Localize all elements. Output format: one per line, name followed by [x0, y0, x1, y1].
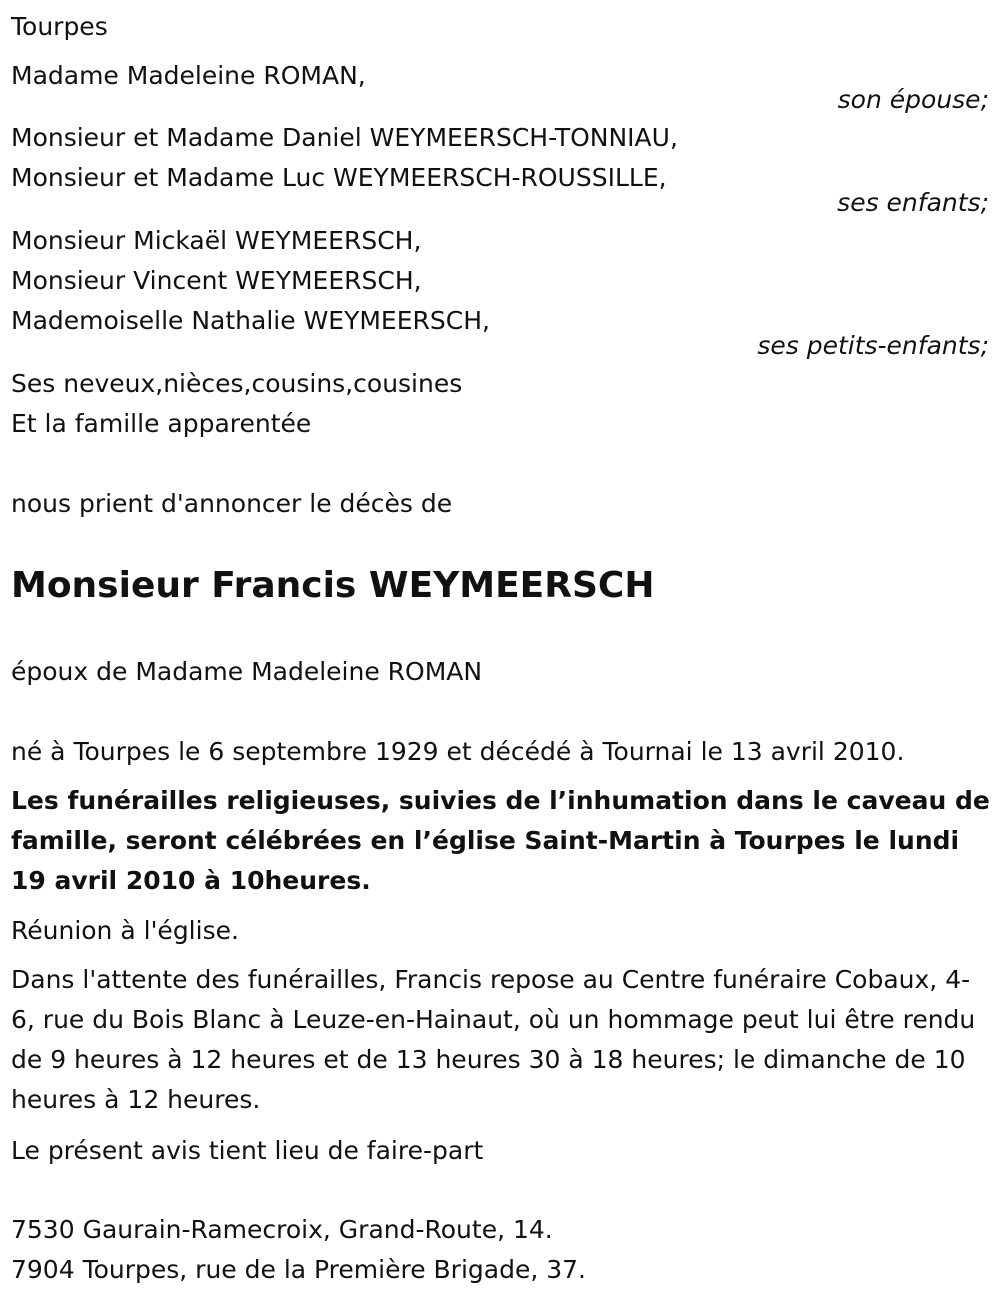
- address-line: 7904 Tourpes, rue de la Première Brigade, 37.: [11, 1255, 586, 1284]
- children-relation: ses enfants;: [837, 188, 989, 217]
- spouse-of-text: époux de Madame Madeleine ROMAN: [11, 657, 483, 686]
- extended-family-line: Et la famille apparentée: [11, 409, 312, 438]
- deceased-name: Monsieur Francis WEYMEERSCH: [11, 565, 655, 606]
- address-line: 7530 Gaurain-Ramecroix, Grand-Route, 14.: [11, 1215, 553, 1244]
- spouse-relation: son épouse;: [837, 85, 989, 114]
- grandchild-name: Monsieur Vincent WEYMEERSCH,: [11, 266, 422, 295]
- spouse-name: Madame Madeleine ROMAN,: [11, 61, 366, 90]
- grandchild-name: Monsieur Mickaël WEYMEERSCH,: [11, 226, 422, 255]
- grandchild-name: Mademoiselle Nathalie WEYMEERSCH,: [11, 306, 490, 335]
- birth-death-text: né à Tourpes le 6 septembre 1929 et décédé à Tournai le 13 avril 2010.: [11, 737, 905, 766]
- meeting-text: Réunion à l'église.: [11, 916, 239, 945]
- child-name: Monsieur et Madame Daniel WEYMEERSCH-TONNIAU,: [11, 123, 678, 152]
- extended-family-line: Ses neveux,nièces,cousins,cousines: [11, 369, 463, 398]
- grandchildren-relation: ses petits-enfants;: [757, 331, 989, 360]
- notice-statement: Le présent avis tient lieu de faire-part: [11, 1136, 484, 1165]
- funeral-details: Les funérailles religieuses, suivies de l’inhumation dans le caveau de famille, seront célébrées en l’église Saint-Martin à Tourpes le lundi 19 avril 2010 à 10heures.: [11, 786, 990, 895]
- viewing-details: Dans l'attente des funérailles, Francis repose au Centre funéraire Cobaux, 4-6, rue du Bois Blanc à Leuze-en-Hainaut, où un hommage peut lui être rendu de 9 heures à 12 heures et de 13 heures 30 à 18 heures; le dimanche de 10 heures à 12 heures.: [11, 965, 976, 1114]
- place-name: Tourpes: [11, 12, 108, 41]
- child-name: Monsieur et Madame Luc WEYMEERSCH-ROUSSILLE,: [11, 163, 667, 192]
- announcement-text: nous prient d'annoncer le décès de: [11, 489, 453, 518]
